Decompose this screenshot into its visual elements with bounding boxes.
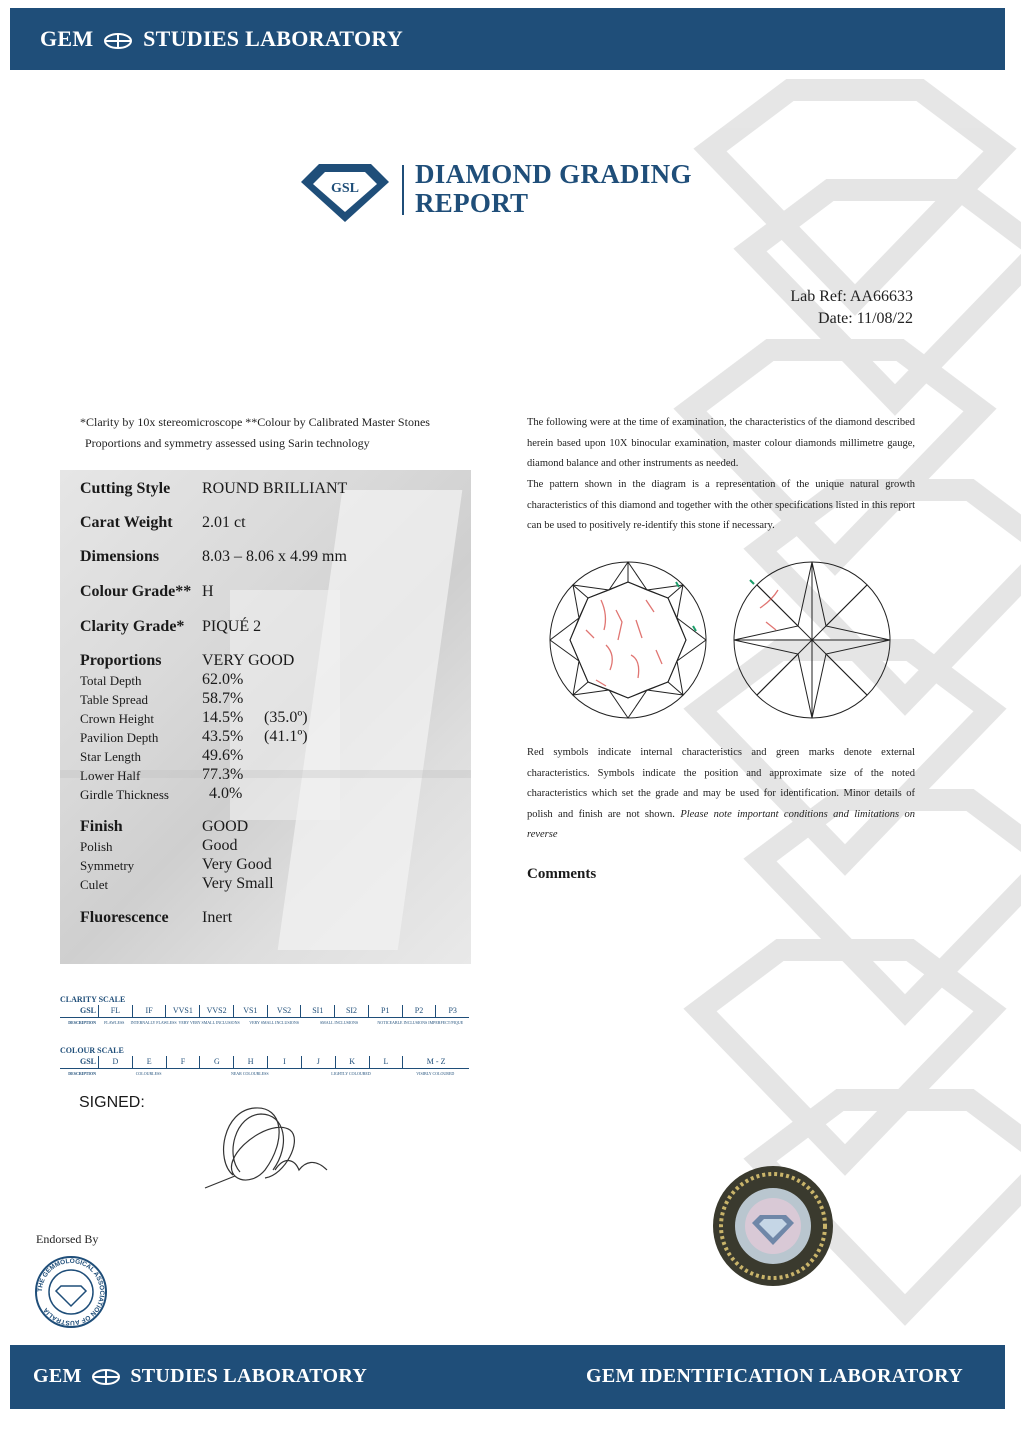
culet-label: Culet (80, 877, 109, 892)
colour-grade-cell: D (98, 1056, 132, 1068)
pavilion-inclusion-marks (760, 590, 778, 630)
gsl-logo-icon (299, 160, 391, 224)
top-banner-gem: GEM (40, 26, 94, 51)
proportions-note: Proportions and symmetry assessed using Sarin technology (85, 436, 370, 450)
colour-grade-value: H (202, 583, 214, 600)
gem-logo-icon (103, 32, 133, 50)
colour-desc-header: DESCRIPTION (68, 1071, 96, 1076)
total-depth-label: Total Depth (80, 673, 142, 688)
lower-half-label: Lower Half (80, 768, 141, 783)
dimensions-label: Dimensions (80, 548, 160, 565)
clarity-grade-cell: VVS2 (199, 1005, 233, 1017)
clarity-scale-title: CLARITY SCALE (60, 995, 126, 1004)
clarity-desc-cell: SMALL INCLUSIONS (319, 1020, 359, 1025)
fluorescence-label: Fluorescence (80, 909, 169, 926)
bottom-banner-right: GEM IDENTIFICATION LABORATORY (586, 1365, 963, 1387)
bottom-banner (10, 1345, 1005, 1409)
clarity-grade-cell: VS1 (233, 1005, 267, 1017)
gaa-seal-text: THE GEMMOLOGICAL ASSOCIATION OF AUSTRALIA (36, 1257, 106, 1327)
cutting-style-label: Cutting Style (80, 480, 171, 497)
report-title (415, 160, 692, 218)
colour-grade-cell: I (267, 1056, 301, 1068)
gsl-logo-text: GSL (330, 181, 360, 196)
clarity-scale-row (60, 1005, 469, 1018)
crown-height-value: 14.5% (202, 709, 244, 726)
cutting-style-value: ROUND BRILLIANT (202, 480, 348, 497)
clarity-grade-cell: P2 (402, 1005, 436, 1017)
finish-label: Finish (80, 818, 123, 835)
pavilion-angle-value: (41.1º) (264, 728, 308, 745)
finish-value: GOOD (202, 818, 249, 835)
clarity-grade-cell: VVS1 (165, 1005, 199, 1017)
clarity-grade-cell: FL (98, 1005, 132, 1017)
proportions-label: Proportions (80, 652, 162, 669)
symmetry-value: Very Good (202, 856, 272, 873)
clarity-colour-note: *Clarity by 10x stereomicroscope **Colour by Calibrated Master Stones (80, 415, 430, 429)
polish-label: Polish (80, 839, 113, 854)
colour-scale-descriptions (60, 1069, 469, 1078)
pavilion-depth-label: Pavilion Depth (80, 730, 159, 745)
clarity-desc-cell: VERY SMALL INCLUSIONS (249, 1020, 299, 1025)
clarity-scale-descriptions (60, 1018, 469, 1027)
bottom-banner-left (33, 1365, 367, 1388)
culet-value: Very Small (202, 875, 274, 892)
lab-ref: Lab Ref: AA66633 (790, 288, 913, 305)
clarity-grade-cell: VS2 (267, 1005, 301, 1017)
colour-grade-cell: J (301, 1056, 335, 1068)
reverse-note: Please note important conditions and limitations on reverse (527, 808, 915, 840)
table-spread-label: Table Spread (80, 692, 149, 707)
colour-scale-header: GSL (79, 1057, 96, 1066)
clarity-grade-label: Clarity Grade* (80, 618, 185, 635)
signed-label: SIGNED: (79, 1094, 145, 1111)
clarity-grade-cell: SI1 (300, 1005, 334, 1017)
colour-grade-cell: E (132, 1056, 166, 1068)
colour-desc-cell: NEAR COLOURLESS (230, 1071, 269, 1076)
clarity-grade-cell: SI2 (334, 1005, 368, 1017)
table-spread-value: 58.7% (202, 690, 244, 707)
comments-heading: Comments (527, 866, 597, 882)
girdle-thickness-value: 4.0% (209, 785, 243, 802)
colour-desc-cell: COLOURLESS (135, 1071, 162, 1076)
star-length-label: Star Length (80, 749, 142, 764)
pavilion-external-marks (750, 580, 754, 584)
carat-weight-label: Carat Weight (80, 514, 173, 531)
examination-paragraph: The following were at the time of examination, the characteristics of the diamond described herein based upon 10X binocular examination, master colour diamonds millimetre gauge, diamond balance and other instruments as needed. (527, 417, 915, 469)
colour-grade-cell: G (199, 1056, 233, 1068)
colour-desc-cell: LIGHTLY COLOURED (331, 1071, 371, 1076)
colour-grade-cell: F (166, 1056, 200, 1068)
colour-scale-title: COLOUR SCALE (60, 1046, 124, 1055)
colour-desc-cell: VISIBLY COLOURED (416, 1071, 455, 1076)
colour-scale-row (60, 1056, 469, 1069)
pavilion-plot-diagram (730, 560, 894, 720)
clarity-grade-cell: P1 (368, 1005, 402, 1017)
gem-logo-icon (91, 1368, 121, 1386)
fluorescence-value: Inert (202, 909, 233, 926)
total-depth-value: 62.0% (202, 671, 244, 688)
signature-image (195, 1100, 335, 1195)
girdle-thickness-label: Girdle Thickness (80, 787, 169, 802)
symbols-paragraph (527, 743, 915, 846)
inclusion-marks (586, 600, 662, 686)
clarity-desc-cell: VERY VERY SMALL INCLUSIONS (178, 1020, 240, 1025)
clarity-grade-cell: IF (132, 1005, 166, 1017)
colour-grade-cell: H (233, 1056, 267, 1068)
report-title-line2: REPORT (415, 188, 529, 218)
clarity-desc-header: DESCRIPTION (68, 1020, 96, 1025)
top-banner (10, 8, 1005, 70)
crown-angle-value: (35.0º) (264, 709, 308, 726)
title-divider (402, 165, 404, 215)
top-banner-studies: STUDIES LABORATORY (143, 26, 404, 51)
colour-grade-cell: M - Z (402, 1056, 469, 1068)
colour-grade-cell: L (369, 1056, 403, 1068)
colour-grade-cell: K (335, 1056, 369, 1068)
polish-value: Good (202, 837, 238, 854)
pavilion-depth-value: 43.5% (202, 728, 244, 745)
clarity-desc-cell: FLAWLESS (104, 1020, 125, 1025)
top-banner-title (40, 26, 403, 52)
bottom-banner-gem: GEM (33, 1365, 82, 1387)
crown-plot-diagram (546, 560, 710, 720)
clarity-desc-cell: INTERNALLY FLAWLESS (130, 1020, 177, 1025)
clarity-grade-cell: P3 (435, 1005, 469, 1017)
hologram-seal-icon (712, 1165, 834, 1287)
colour-grade-label: Colour Grade** (80, 583, 192, 600)
star-length-value: 49.6% (202, 747, 244, 764)
proportions-value: VERY GOOD (202, 652, 295, 669)
clarity-scale-header: GSL (79, 1006, 96, 1015)
endorsed-by-label: Endorsed By (36, 1232, 99, 1246)
clarity-desc-cell: NOTICEABLE INCLUSIONS IMPERFECT/PIQUE (377, 1020, 464, 1025)
report-date: Date: 11/08/22 (818, 310, 913, 327)
symmetry-label: Symmetry (80, 858, 135, 873)
carat-weight-value: 2.01 ct (202, 514, 246, 531)
lower-half-value: 77.3% (202, 766, 244, 783)
bottom-banner-studies: STUDIES LABORATORY (130, 1365, 368, 1387)
dimensions-value: 8.03 – 8.06 x 4.99 mm (202, 548, 347, 565)
clarity-grade-value: PIQUÉ 2 (202, 618, 262, 635)
gaa-seal-icon (33, 1254, 109, 1330)
pattern-paragraph: The pattern shown in the diagram is a representation of the unique natural growth characteristics of this diamond and together with the other specifications listed in this report can be used to positively re-identify this stone if necessary. (527, 479, 915, 531)
symbols-text: Red symbols indicate internal characteristics and green marks denote external characteristics. Symbols indicate the position and approximate size of the noted characteristics which set the grade and may be used for identification. Minor details of polish and finish are not shown. (527, 747, 915, 820)
report-title-line1: DIAMOND GRADING (415, 159, 692, 189)
crown-height-label: Crown Height (80, 711, 155, 726)
